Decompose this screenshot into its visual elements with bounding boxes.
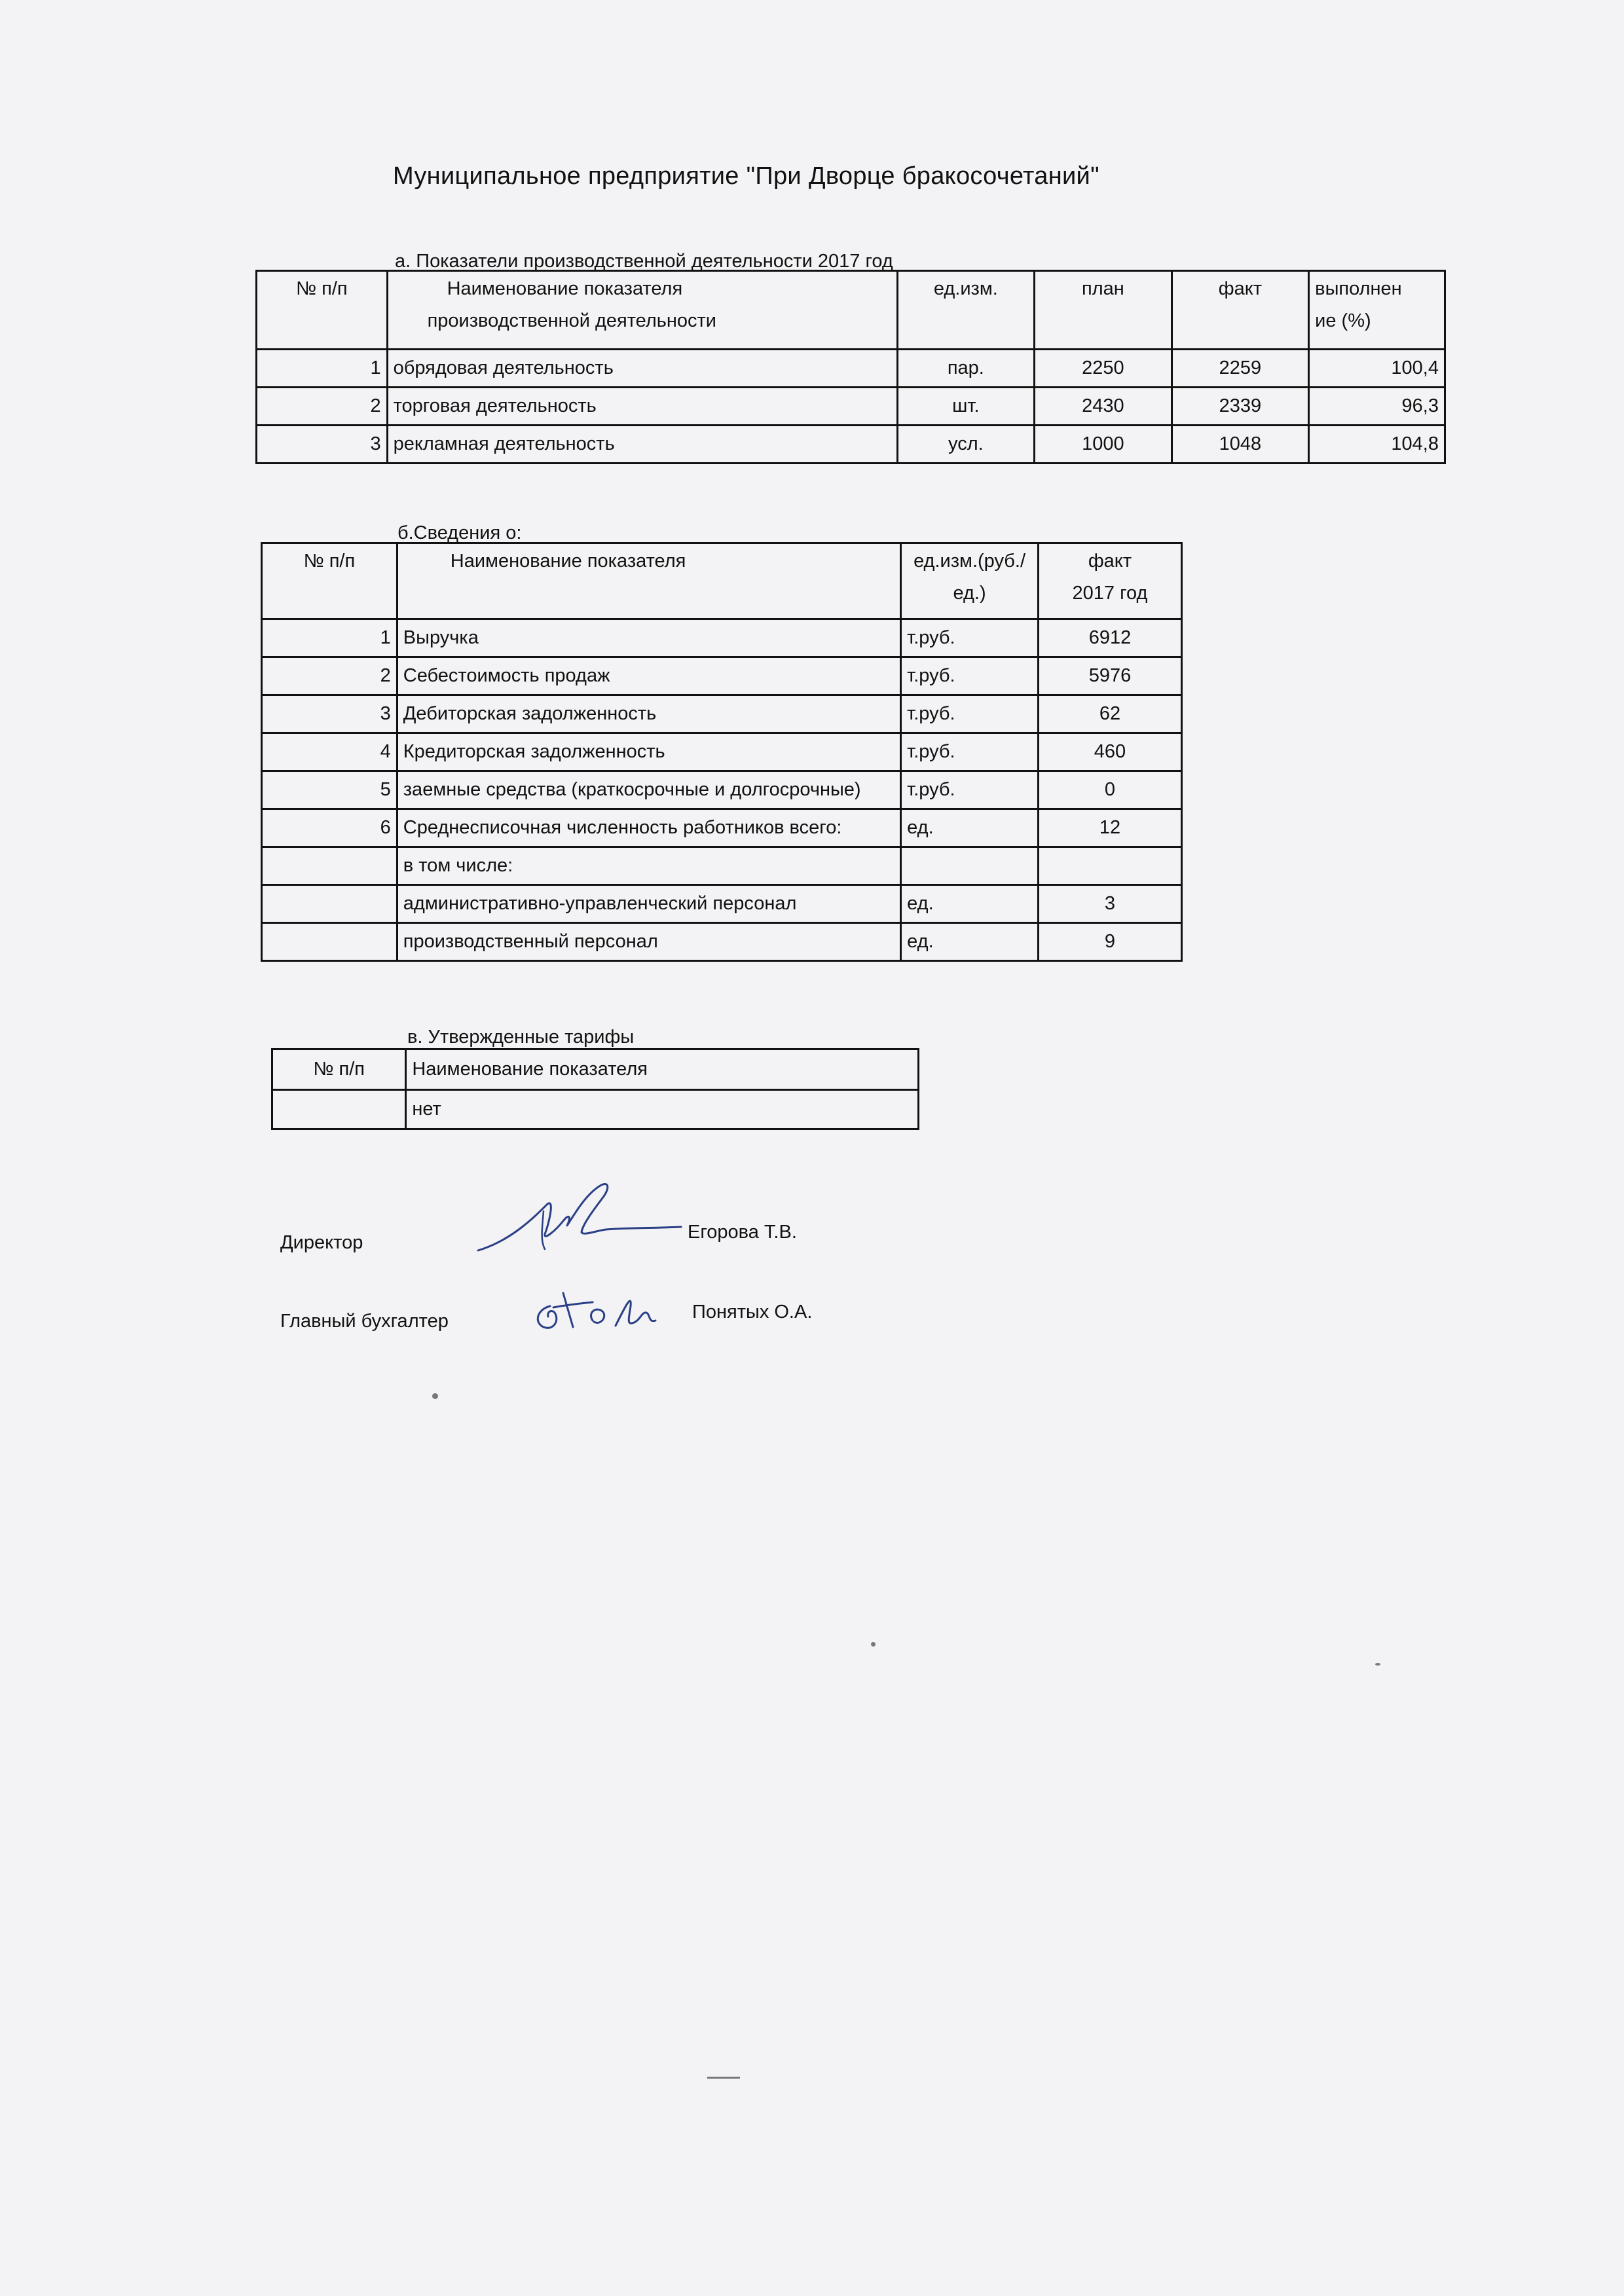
- scan-speck: [871, 1642, 876, 1647]
- row-name: торговая деятельность: [387, 388, 897, 426]
- row-num: [272, 1090, 406, 1129]
- row-unit: ед.: [901, 809, 1039, 847]
- row-plan: 2250: [1035, 350, 1172, 388]
- header-indicator-name: Наименование показателя: [406, 1049, 919, 1090]
- row-name: Себестоимость продаж: [397, 657, 900, 695]
- header-execution-line2: ие (%): [1315, 310, 1371, 331]
- table-row: [262, 923, 1182, 961]
- header-unit: ед.изм.: [897, 271, 1035, 350]
- header-fact-line1: факт: [1088, 551, 1132, 572]
- production-indicators-table: [255, 270, 1446, 464]
- table-header-row: [257, 271, 1445, 350]
- accountant-title: Главный бухгалтер: [280, 1311, 449, 1332]
- row-unit: [901, 847, 1039, 885]
- header-num: № п/п: [272, 1049, 406, 1090]
- row-unit: т.руб.: [901, 619, 1039, 657]
- row-fact: 5976: [1038, 657, 1181, 695]
- table-row: [257, 350, 1445, 388]
- header-fact: факт: [1172, 271, 1309, 350]
- director-title: Директор: [280, 1232, 363, 1253]
- row-fact: 62: [1038, 695, 1181, 733]
- row-unit: ед.: [901, 885, 1039, 923]
- row-name: нет: [406, 1090, 919, 1129]
- table-row: [262, 695, 1182, 733]
- header-indicator-name: Наименование показателя: [397, 543, 900, 619]
- header-indicator-name-line1: Наименование показателя: [447, 278, 683, 299]
- row-num: 2: [262, 657, 397, 695]
- accountant-signature: [527, 1280, 678, 1352]
- header-indicator-name: [387, 271, 897, 350]
- row-num: 5: [262, 771, 397, 809]
- row-num: [262, 847, 397, 885]
- row-unit: усл.: [897, 426, 1035, 464]
- row-num: 2: [257, 388, 388, 426]
- row-num: 1: [257, 350, 388, 388]
- table-row: [262, 847, 1182, 885]
- table-header-row: [262, 543, 1182, 619]
- table-row: [262, 733, 1182, 771]
- row-unit: т.руб.: [901, 695, 1039, 733]
- row-num: 1: [262, 619, 397, 657]
- table-row: [272, 1090, 919, 1129]
- table-header-row: [272, 1049, 919, 1090]
- header-unit: [901, 543, 1039, 619]
- info-table: [261, 542, 1183, 962]
- row-num: [262, 885, 397, 923]
- row-name: производственный персонал: [397, 923, 900, 961]
- row-name: Кредиторская задолженность: [397, 733, 900, 771]
- row-fact: 12: [1038, 809, 1181, 847]
- table-row: [262, 809, 1182, 847]
- row-plan: 1000: [1035, 426, 1172, 464]
- director-name: Егорова Т.В.: [688, 1222, 797, 1243]
- row-num: 3: [262, 695, 397, 733]
- header-num: № п/п: [257, 271, 388, 350]
- header-execution: [1309, 271, 1445, 350]
- row-execution: 96,3: [1309, 388, 1445, 426]
- row-fact: 3: [1038, 885, 1181, 923]
- row-name: Дебиторская задолженность: [397, 695, 900, 733]
- header-plan: план: [1035, 271, 1172, 350]
- header-unit-line2: ед.): [953, 583, 986, 604]
- director-signature: [471, 1172, 688, 1290]
- header-execution-line1: выполнен: [1315, 278, 1402, 299]
- header-fact: [1038, 543, 1181, 619]
- section-b-heading: б.Сведения о:: [397, 522, 522, 543]
- table-row: [262, 619, 1182, 657]
- table-row: [257, 426, 1445, 464]
- row-fact: 6912: [1038, 619, 1181, 657]
- row-unit: т.руб.: [901, 657, 1039, 695]
- accountant-name: Понятых О.А.: [692, 1302, 813, 1322]
- row-unit: пар.: [897, 350, 1035, 388]
- scan-speck: [707, 2077, 740, 2079]
- document-title: Муниципальное предприятие "При Дворце бракосочетаний": [393, 162, 1099, 190]
- scan-speck: [1375, 1663, 1380, 1666]
- row-name: заемные средства (краткосрочные и долгосрочные): [397, 771, 900, 809]
- row-name: административно-управленческий персонал: [397, 885, 900, 923]
- row-plan: 2430: [1035, 388, 1172, 426]
- row-unit: т.руб.: [901, 771, 1039, 809]
- row-execution: 104,8: [1309, 426, 1445, 464]
- header-unit-line1: ед.изм.(руб./: [913, 551, 1026, 572]
- row-unit: ед.: [901, 923, 1039, 961]
- row-fact: 2259: [1172, 350, 1309, 388]
- header-indicator-name-line2: производственной деятельности: [427, 310, 716, 331]
- row-execution: 100,4: [1309, 350, 1445, 388]
- row-name: рекламная деятельность: [387, 426, 897, 464]
- row-name: обрядовая деятельность: [387, 350, 897, 388]
- row-name: Среднесписочная численность работников всего:: [397, 809, 900, 847]
- row-unit: т.руб.: [901, 733, 1039, 771]
- row-num: [262, 923, 397, 961]
- row-name: Выручка: [397, 619, 900, 657]
- table-row: [262, 771, 1182, 809]
- table-row: [262, 657, 1182, 695]
- tariffs-table: [271, 1048, 919, 1130]
- table-row: [257, 388, 1445, 426]
- row-fact: 9: [1038, 923, 1181, 961]
- row-fact: 460: [1038, 733, 1181, 771]
- table-row: [262, 885, 1182, 923]
- row-fact: 1048: [1172, 426, 1309, 464]
- row-fact: [1038, 847, 1181, 885]
- header-num: № п/п: [262, 543, 397, 619]
- header-fact-line2: 2017 год: [1072, 583, 1148, 604]
- row-unit: шт.: [897, 388, 1035, 426]
- section-c-heading: в. Утвержденные тарифы: [407, 1027, 635, 1048]
- section-a-heading: а. Показатели производственной деятельности 2017 год: [395, 251, 893, 272]
- row-num: 4: [262, 733, 397, 771]
- row-fact: 0: [1038, 771, 1181, 809]
- row-num: 3: [257, 426, 388, 464]
- scan-speck: [432, 1393, 438, 1399]
- row-num: 6: [262, 809, 397, 847]
- row-name: в том числе:: [397, 847, 900, 885]
- row-fact: 2339: [1172, 388, 1309, 426]
